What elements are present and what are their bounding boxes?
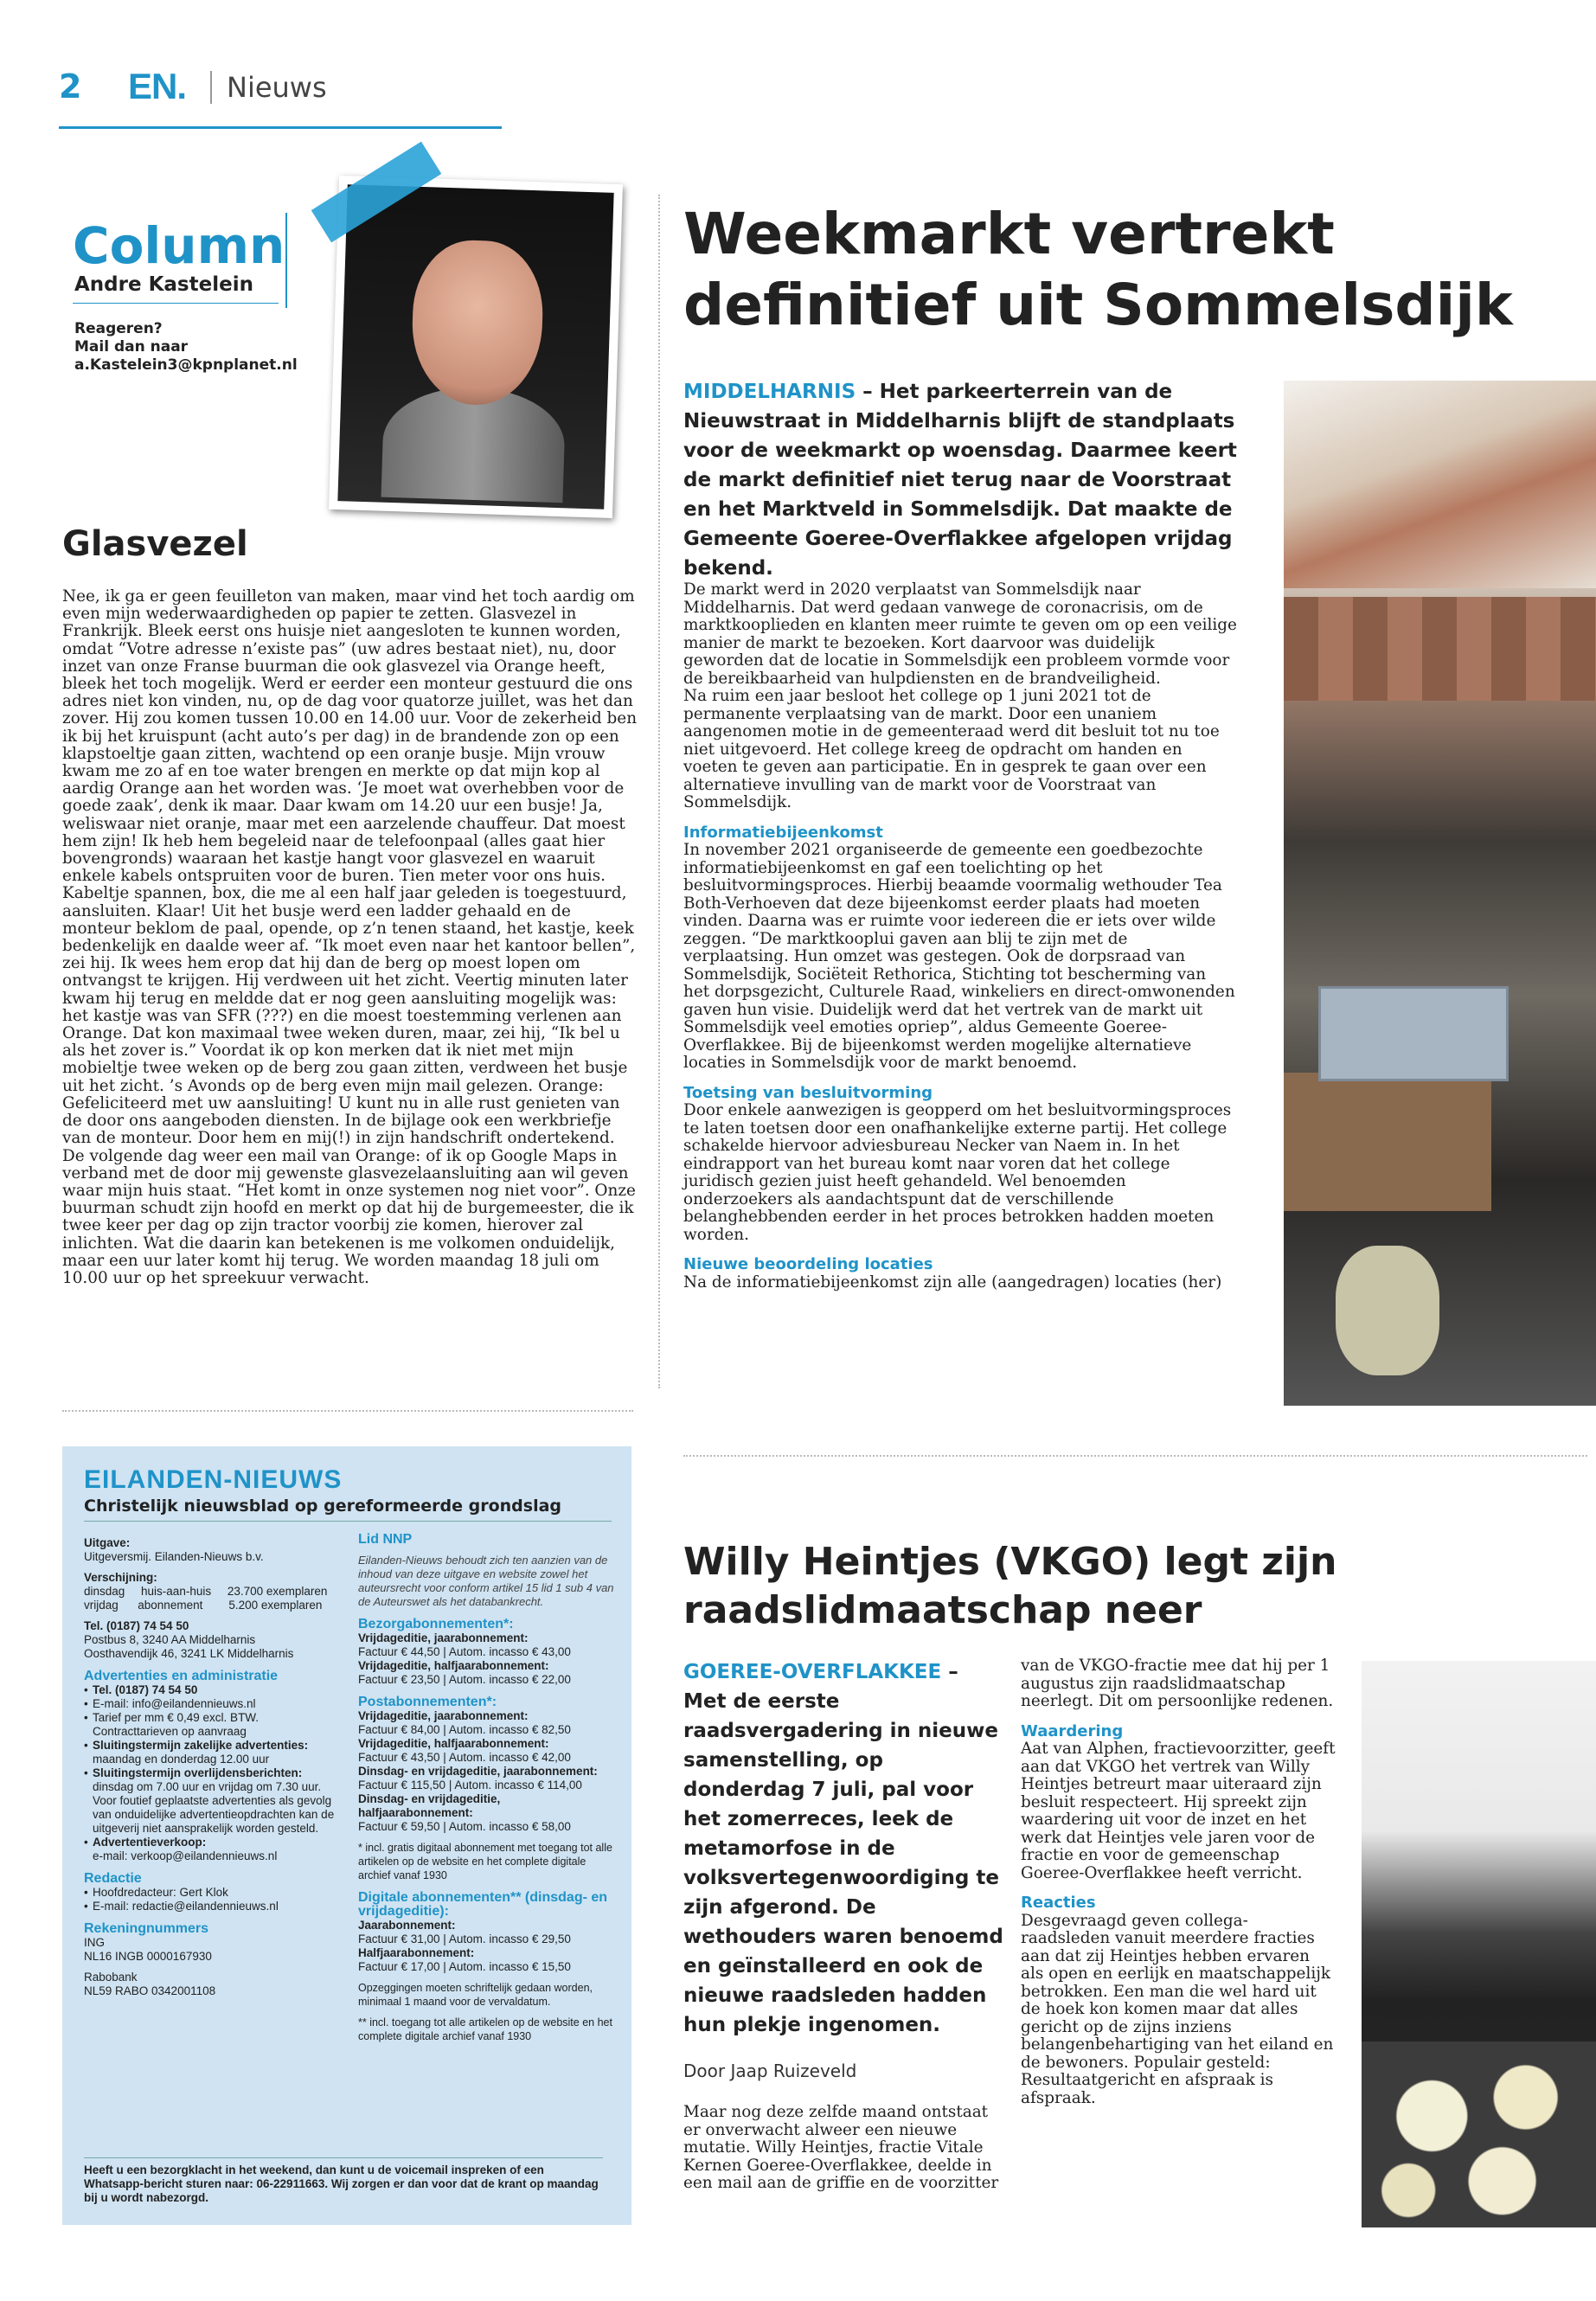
crate-shape <box>1318 986 1509 1081</box>
text: NL16 INGB 0000167930 <box>84 1950 212 1963</box>
list-item <box>84 1683 343 1697</box>
subheading: Waardering <box>1021 1721 1124 1740</box>
paragraph: Na de informatiebijeenkomst zijn alle (aangedragen) locaties (her) <box>683 1272 1222 1292</box>
newspaper-logo[interactable]: EN. <box>128 66 187 106</box>
column-contact <box>74 320 298 375</box>
list-item <box>84 1886 343 1900</box>
building-shape <box>1284 381 1596 588</box>
paragraph: In november 2021 organiseerde de gemeente een goedbezochte informatiebijeenkomst en gaf een toelichting op het besluitvormingsproces. Hierbij beaamde voormalig wethouder Tea Both-Verhoeven dat deze bijeenkomst eerder plaats had moeten vinden. Daarna was er ruimte voor iedereen die er iets over wilde zeggen. “De marktkooplui gaven aan blij te zijn met de verplaatsing. Hun omzet was gestegen. Ook de dorpsraad van Sommelsdijk, Sociëteit Rethorica, Stichting tot bescherming van het dorpsgezicht, Culturele Raad, winkeliers en direct-omwonenden gaven hun visie. Duidelijk werd dat het vertrek van de markt uit Sommelsdijk veel emoties opriep”, aldus Gemeente Goeree-Overflakkee. Bij de bijeenkomst werden mogelijke alternatieve locaties in Sommelsdijk voor de markt benoemd. <box>683 841 1235 1072</box>
colophon-logo: EILANDEN-NIEUWS <box>84 1465 343 1494</box>
lead-text: – Het parkeerterrein van de Nieuwstraat in Middelharnis blijft de standplaats voor de weekmarkt op woensdag. Daarmee keert de markt definitief niet terug naar de Voorstraat en het Marktveld in Sommelsdijk. Dat maakte de Gemeente Goeree-Overflakkee afgelopen vrijdag bekend. <box>683 381 1237 580</box>
text: Dinsdag- en vrijdageditie, halfjaarabonnement: <box>358 1792 501 1819</box>
list-item <box>84 1711 343 1739</box>
colophon-heading: Digitale abonnementen** (dinsdag- en vrijdageditie): <box>358 1890 608 1919</box>
text: Oosthavendijk 46, 3241 LK Middelharnis <box>84 1647 294 1660</box>
text: ** incl. toegang tot alle artikelen op de website en het complete digitale archief vanaf 1930 <box>358 2016 612 2042</box>
face-shape <box>410 239 545 407</box>
column-body: Nee, ik ga er geen feuilleton van maken, maar vind het toch aardig om even mijn wederwaardigheden op papier te zetten. Glasvezel in Frankrijk. Bleek eerst ons huisje niet aangesloten te kunnen worden, omdat “Votre adresse n’existe pas” (uw adres bestaat niet), nu, door inzet van onze Franse buurman die ook glasvezel via Orange heeft, bleek het toch mogelijk. Werd er eerder een monteur gestuurd die ons adres niet kon vinden, nu, op de dag voor quatorze juillet, was het dan zover. Hij zou komen tussen 10.00 en 14.00 uur. Voor de zekerheid ben ik bij het kruispunt (acht auto’s per dag) in de brandende zon op een klapstoeltje gaan zitten, wachtend op een oranje busje. Mijn vrouw kwam me zo af en toe water brengen en merkte op dat mijn kop al aardig Orange aan het worden was. ‘Je moet wat overhebben voor de goede zaak’, denk ik maar. Daar kwam om 14.20 uur een busje! Ja, weliswaar niet oranje, maar met een aarzelende chauffeur. Dat moest hem zijn! Ik heb hem begeleid naar de telefoonpaal (alles gaat hier bovengronds) waaraan het kastje hangt voor glasvezel en waaruit enkele kabels ontspruiten voor de buren. Tien meter voor ons huis. Kabeltje spannen, box, die me al een half jaar geleden is toegestuurd, aansluiten. Klaar! Uit het busje werd een ladder gehaald en de monteur beklom de paal, opende, op z’n tenen staand, het kastje, keek bedenkelijk en daalde weer af. “Ik moet even naar het kantoor bellen”, zei hij. Ik wees hem erop dat hij dan de berg op moest lopen om ontvangst te krijgen. Hij verdween uit het zicht. Veertig minuten later kwam hij terug en meldde dat er nog geen aansluiting mogelijk was: het kastje was van SFR (???) en die moest toestemming verlenen aan Orange. Dat kon maximaal twee weken duren, maar, zei hij, “Ik bel u als het zover is.” Voordat ik op kon merken dat ik niet met mijn mobieltje twee weken op de berg zou gaan zitten, verdween het busje uit het zicht. ’s Avonds op de berg even mijn mail gelezen. Orange: Gefeliciteerd met uw aansluiting! U kunt nu in alle rust genieten van de door ons aangeboden diensten. In de bijlage ook een werkbriefje van de monteur. Door hem en mij(!) in zijn handschrift ondertekend. De volgende dag weer een mail van Orange: of ik op Google Maps in verband met de door mij gewenste glasvezelaansluiting aan wil geven waar mijn huis staat. “Het komt in onze systemen nog niet voor”. Onze buurman schudt zijn hoofd en merkt op dat hij de burgemeester, die ik twee keer per dag op zijn tractor voorbij zie komen, hierover zal inlichten. Wat die daarin kan betekenen is me volkomen onduidelijk, maar een uur later komt hij terug. We worden maandag 18 juli om 10.00 uur op het spreekuur verwacht. <box>62 587 638 1287</box>
paragraph: De markt werd in 2020 verplaatst van Sommelsdijk naar Middelharnis. Dat werd gedaan vanwege de coronacrisis, om de marktkooplieden en klanten meer ruimte te geven om op een veilige manier de markt te bezoeken. Kort daarvoor was duidelijk geworden dat de locatie in Sommelsdijk een probleem vormde voor de bereikbaarheid van hulpdiensten en de brandveiligheid. <box>683 580 1237 688</box>
text: Factuur € 31,00 | Autom. incasso € 29,50 <box>358 1932 571 1945</box>
phone: Tel. (0187) 74 54 50 <box>84 1619 189 1632</box>
paragraph: van de VKGO-fractie mee dat hij per 1 augustus zijn raadslidmaatschap neerlegt. Dit om persoonlijke redenen. <box>1021 1657 1334 1710</box>
text: E-mail: redactie@eilandennieuws.nl <box>93 1900 279 1913</box>
paragraph: Aat van Alphen, fractievoorzitter, geeft aan dat VKGO het vertrek van Willy Heintjes betreurt maar uiteraard zijn besluit respecteert. Hij spreekt zijn waardering uit voor de inzet en het werk dat Heintjes vele jaren voor de fractie en voor de gemeenschap Goeree-Overflakkee heeft verricht. <box>1021 1740 1336 1882</box>
colophon-heading: Advertenties en administratie <box>84 1669 279 1683</box>
text: dinsdag huis-aan-huis 23.700 exemplaren <box>84 1585 328 1598</box>
contact-line: Mail dan naar <box>74 338 189 356</box>
column-rule <box>73 303 279 304</box>
section-divider <box>683 1455 1587 1457</box>
column-label: Column <box>73 216 285 275</box>
bag-shape <box>1336 1246 1439 1375</box>
text: * incl. gratis digitaal abonnement met toegang tot alle artikelen op de website en het complete digitale archief vanaf 1930 <box>358 1842 612 1881</box>
label: Verschijning: <box>84 1571 157 1584</box>
text: Factuur € 59,50 | Autom. incasso € 58,00 <box>358 1820 571 1833</box>
article-body: Maar nog deze zelfde maand ontstaat er onverwacht alweer een nieuwe mutatie. Willy Heintjes, fractie Vitale Kernen Goeree-Overflakkee, deelde in een mail aan de griffie en de voorzitter <box>683 2103 999 2192</box>
colophon-heading: Redactie <box>84 1871 142 1886</box>
subheading: Reacties <box>1021 1894 1096 1912</box>
text: Advertentieverkoop: <box>93 1836 207 1849</box>
text: Factuur € 23,50 | Autom. incasso € 22,00 <box>358 1673 571 1686</box>
text: Voor foutief geplaatste advertenties als gevolg van onduidelijke advertentieopdrachten kan de uitgeverij niet aansprakelijk worden gesteld. <box>93 1794 335 1835</box>
colophon-left <box>84 1529 343 1998</box>
text: Factuur € 115,50 | Autom. incasso € 114,00 <box>358 1779 582 1791</box>
column-title: Glasvezel <box>62 524 248 564</box>
colophon-footer: Heeft u een bezorgklacht in het weekend, dan kunt u de voicemail inspreken of een Whatsapp-bericht sturen naar: 06-22911663. Wij zorgen er dan voor dat de krant op maandag bij u wordt nabezorgd. <box>84 2157 603 2205</box>
subheading: Informatiebijeenkomst <box>683 823 883 842</box>
paragraph: Door enkele aanwezigen is geopperd om het besluitvormingsproces te laten toetsen door een onafhankelijke externe partij. Het college schakelde hiervoor adviesbureau Necker van Naem in. In het eindrapport van het bureau komt naar voren dat het college juridisch gezien juist heeft gehandeld. Wel benoemden onderzoekers als aandachtspunt dat de verschillende belanghebbenden eerder in het proces betrokken hadden moeten worden. <box>683 1101 1232 1244</box>
text: Vrijdageditie, halfjaarabonnement: <box>358 1659 549 1672</box>
article-body <box>1021 1657 1336 2107</box>
contact-line: Reageren? <box>74 320 163 337</box>
text: Eilanden-Nieuws behoudt zich ten aanzien van de inhoud van deze uitgave en website zowel het auteursrecht voor conform artikel 15 lid 1 sub 4 van de Auteurswet als het databankrecht. <box>358 1554 614 1608</box>
author-photo <box>329 176 623 518</box>
text: Hoofdredacteur: Gert Klok <box>93 1886 228 1899</box>
dateline: GOEREE-OVERFLAKKEE <box>683 1661 942 1683</box>
text: vrijdag abonnement 5.200 exemplaren <box>84 1599 323 1612</box>
text: Uitgeversmij. Eilanden-Nieuws b.v. <box>84 1550 264 1563</box>
list-item[interactable] <box>84 1900 343 1913</box>
text: NL59 RABO 0342001108 <box>84 1984 216 1997</box>
column-author: Andre Kastelein <box>74 273 253 296</box>
text: ING <box>84 1936 106 1949</box>
flowers-photo <box>1362 1661 1596 2227</box>
stall-shape <box>1284 1073 1491 1211</box>
section-label: Nieuws <box>227 71 327 104</box>
colophon-heading: Rekeningnummers <box>84 1921 209 1936</box>
label: Uitgave: <box>84 1536 131 1549</box>
text: Halfjaarabonnement: <box>358 1946 475 1959</box>
roses-shape <box>1362 2041 1596 2227</box>
text: e-mail: verkoop@eilandennieuws.nl <box>93 1849 278 1862</box>
byline: Door Jaap Ruizeveld <box>683 2061 857 2081</box>
text: Vrijdageditie, jaarabonnement: <box>358 1709 529 1722</box>
paragraph: Desgevraagd geven collega-raadsleden vanuit meerdere fracties aan dat zij Heintjes hebben ervaren als open en eerlijk en maatschappelijk betrokken. Een man die wel hard uit de hoek kon komen maar dat alles gericht op de zijns inziens belangenbehartiging van het eiland en de bewoners. Populair gesteld: Resultaatgericht en afspraak is afspraak. <box>1021 1911 1334 2107</box>
article-headline: Weekmarkt vertrekt definitief uit Sommelsdijk <box>683 201 1513 338</box>
text: Vrijdageditie, jaarabonnement: <box>358 1631 529 1644</box>
text: Jaarabonnement: <box>358 1919 456 1932</box>
text: Rabobank <box>84 1971 138 1984</box>
text: Sluitingstermijn zakelijke advertenties: <box>93 1739 309 1752</box>
subheading: Nieuwe beoordeling locaties <box>683 1255 933 1273</box>
colophon-heading: Postabonnementen*: <box>358 1695 497 1709</box>
colophon-rule <box>84 1521 612 1522</box>
text: Opzeggingen moeten schriftelijk gedaan worden, minimaal 1 maand voor de vervaldatum. <box>358 1982 593 2008</box>
colophon-heading: Lid NNP <box>358 1532 413 1547</box>
article-body <box>683 581 1237 1292</box>
text: dinsdag om 7.00 uur en vrijdag om 7.30 uur. <box>93 1780 322 1793</box>
paragraph: Na ruim een jaar besloot het college op 1 juni 2021 tot de permanente verplaatsing van de markt. Door een unaniem aangenomen motie in de gemeenteraad werd dit besluit tot nu toe niet uitgevoerd. Het college kreeg de opdracht om handen en voeten te geven aan participatie. En in gesprek te gaan over een alternatieve invulling van de markt voor de Voorstraat van Sommelsdijk. <box>683 687 1220 811</box>
text: Contracttarieven op aanvraag <box>93 1725 247 1738</box>
text: Sluitingstermijn overlijdensberichten: <box>93 1766 303 1779</box>
text: Factuur € 44,50 | Autom. incasso € 43,00 <box>358 1645 571 1658</box>
awning-shape <box>1284 597 1596 701</box>
header-rule <box>59 126 502 129</box>
subheading: Toetsing van besluitvorming <box>683 1083 933 1102</box>
page-number: 2 <box>59 67 82 106</box>
text: Postbus 8, 3240 AA Middelharnis <box>84 1633 256 1646</box>
section-divider <box>62 1410 633 1412</box>
market-photo <box>1284 381 1596 1406</box>
article-headline: Willy Heintjes (VKGO) legt zijn raadslidmaatschap neer <box>683 1540 1337 1632</box>
article-lead <box>683 377 1237 583</box>
text: Factuur € 43,50 | Autom. incasso € 42,00 <box>358 1751 571 1764</box>
lead-text: – Met de eerste raadsvergadering in nieuwe samenstelling, op donderdag 7 juli, pal voor het zomerreces, leek de metamorfose in de volksvertegenwoordiging te zijn afgerond. De wethouders waren benoemd en geïnstalleerd en ook de nieuwe raadsleden hadden hun plekje ingenomen. <box>683 1661 1003 2036</box>
text: Dinsdag- en vrijdageditie, jaarabonnement: <box>358 1765 598 1778</box>
header-separator <box>210 71 212 104</box>
text: maandag en donderdag 12.00 uur <box>93 1753 270 1766</box>
text: Tel. (0187) 74 54 50 <box>93 1683 198 1696</box>
text: Tarief per mm € 0,49 excl. BTW. <box>93 1711 260 1724</box>
dateline: MIDDELHARNIS <box>683 381 856 403</box>
text: Factuur € 17,00 | Autom. incasso € 15,50 <box>358 1960 571 1973</box>
list-item[interactable] <box>84 1836 343 1863</box>
list-item <box>84 1739 343 1766</box>
text: Factuur € 84,00 | Autom. incasso € 82,50 <box>358 1723 571 1736</box>
colophon-tagline: Christelijk nieuwsblad op gereformeerde grondslag <box>84 1497 562 1516</box>
list-item <box>84 1766 343 1836</box>
column-divider <box>658 195 660 1388</box>
list-item[interactable] <box>84 1697 343 1711</box>
text: E-mail: info@eilandennieuws.nl <box>93 1697 256 1710</box>
colophon-right <box>358 1533 618 2043</box>
article-lead <box>683 1657 1003 2040</box>
text: Vrijdageditie, halfjaarabonnement: <box>358 1737 549 1750</box>
contact-email-link[interactable]: a.Kastelein3@kpnplanet.nl <box>74 356 298 374</box>
colophon-heading: Bezorgabonnementen*: <box>358 1617 514 1631</box>
